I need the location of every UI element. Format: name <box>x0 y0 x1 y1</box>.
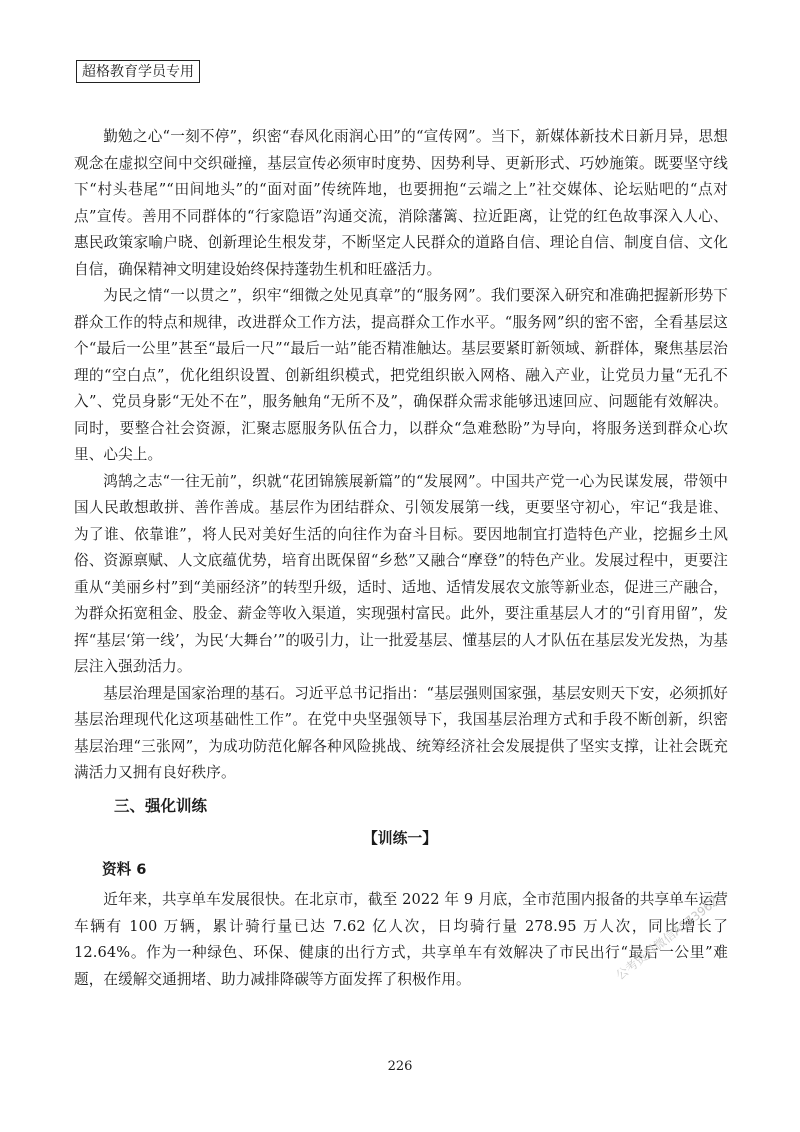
training-title: 【训练一】 <box>363 830 437 847</box>
paragraph-governance: 基层治理是国家治理的基石。习近平总书记指出：“基层强则国家强，基层安则天下安，必须抓好基层治理现代化这项基础性工作”。在党中央坚强领导下，我国基层治理方式和手段不断创新，织密基层治理“三张网”，为成功防范化解各种风险挑战、统筹经济社会发展提供了坚实支撑，让社会既充满活力又拥有良好秩序。 <box>74 684 728 781</box>
paragraph-development: 鸿鹄之志“一往无前”，织就“花团锦簇展新篇”的“发展网”。中国共产党一心为民谋发展，带领中国人民敢想敢拼、善作善成。基层作为团结群众、引领发展第一线，更要坚守初心，牢记“我是谁、为了谁、依靠谁”，将人民对美好生活的向往作为奋斗目标。要因地制宜打造特色产业，挖掘乡土风俗、资源禀赋、人文底蕴优势，培育出既保留“乡愁”又融合“摩登”的特色产业。发展过程中，更要注重从“美丽乡村”到“美丽经济”的转型升级，适时、适地、适情发展农文旅等新业态，促进三产融合，为群众拓宽租金、股金、薪金等收入渠道，实现强村富民。此外，要注重基层人才的“引育用留”，发挥“基层‘第一线’，为民‘大舞台’”的吸引力，让一批爱基层、懂基层的人才队伍在基层发光发热，为基层注入强劲活力。 <box>74 472 728 675</box>
paragraph-shared-bikes: 近年来，共享单车发展很快。在北京市，截至 2022 年 9 月底，全市范围内报备的共享单车运营车辆有 100 万辆，累计骑行量已达 7.62 亿人次，日均骑行量 278.95 万人次，同比增长了 12.64%。作为一种绿色、环保、健康的出行方式，共享单车有效解决了市民出行“最后一公里”难题，在缓解交通拥堵、助力减排降碳等方面发挥了积极作用。 <box>74 891 728 988</box>
main-article <box>74 124 728 787</box>
section-heading: 三、强化训练 <box>114 797 208 815</box>
paragraph-propaganda: 勤勉之心“一刻不停”，织密“春风化雨润心田”的“宣传网”。当下，新媒体新技术日新月异，思想观念在虚拟空间中交织碰撞，基层宣传必须审时度势、因势利导、更新形式、巧妙施策。既要坚守线下“村头巷尾”“田间地头”的“面对面”传统阵地，也要拥抱“云端之上”社交媒体、论坛贴吧的“点对点”宣传。善用不同群体的“行家隐语”沟通交流，消除藩篱、拉近距离，让党的红色故事深入人心、惠民政策家喻户晓、创新理论生根发芽，不断坚定人民群众的道路自信、理论自信、制度自信、文化自信，确保精神文明建设始终保持蓬勃生机和旺盛活力。 <box>74 128 728 278</box>
student-use-stamp: 超格教育学员专用 <box>76 60 200 83</box>
watermark: 公考资料微信AS7396Z <box>613 893 722 983</box>
page-number: 226 <box>387 1059 413 1074</box>
material-label: 资料 6 <box>102 861 147 878</box>
paragraph-service: 为民之情“一以贯之”，织牢“细微之处见真章”的“服务网”。我们要深入研究和准确把握新形势下群众工作的特点和规律，改进群众工作方法，提高群众工作水平。“服务网”织的密不密，全看基层这个“最后一公里”甚至“最后一尺”“最后一站”能否精准触达。基层要紧盯新领域、新群体，聚焦基层治理的“空白点”，优化组织设置、创新组织模式，把党组织嵌入网格、融入产业，让党员力量“无孔不入”、党员身影“无处不在”，服务触角“无所不及”，确保群众需求能够迅速回应、问题能有效解决。同时，要整合社会资源，汇聚志愿服务队伍合力，以群众“急难愁盼”为导向，将服务送到群众心坎里、心尖上。 <box>74 287 728 463</box>
